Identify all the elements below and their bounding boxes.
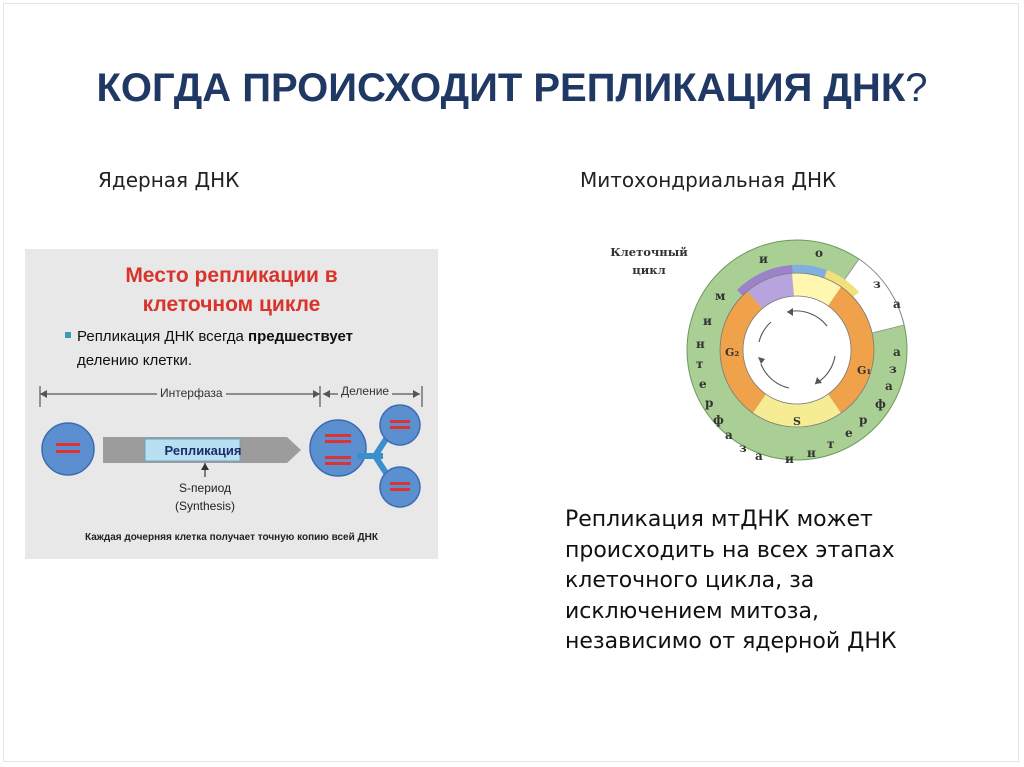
- description-line: происходить на всех этапах: [565, 537, 895, 563]
- svg-text:т: т: [696, 357, 704, 371]
- svg-text:е: е: [699, 377, 707, 391]
- mito-dna-heading: Митохондриальная ДНК: [580, 168, 837, 192]
- svg-text:е: е: [845, 426, 853, 440]
- svg-text:з: з: [873, 277, 881, 291]
- svg-text:м: м: [715, 289, 726, 303]
- daughter-cell-top: [380, 405, 420, 445]
- arrow-div-right: [413, 390, 420, 398]
- svg-text:и: и: [785, 452, 794, 466]
- svg-text:ф: ф: [875, 397, 886, 411]
- description-line: независимо от ядерной ДНК: [565, 629, 897, 654]
- svg-text:н: н: [696, 337, 705, 351]
- replication-label: Репликация: [164, 443, 242, 458]
- svg-text:н: н: [807, 446, 816, 460]
- svg-text:о: о: [815, 246, 824, 260]
- arrow-right-head: [313, 390, 320, 398]
- parent-cell: [42, 423, 94, 475]
- diagram-footer: Каждая дочерняя клетка получает точную копию всей ДНК: [85, 532, 378, 543]
- svg-text:з: з: [889, 362, 897, 376]
- cell-cycle-label: Клеточный цикл: [610, 245, 688, 277]
- inner-center: [743, 296, 851, 404]
- svg-text:р: р: [705, 396, 714, 410]
- svg-text:и: и: [759, 252, 768, 266]
- svg-text:а: а: [893, 345, 901, 359]
- slide-title: КОГДА ПРОИСХОДИТ РЕПЛИКАЦИЯ ДНК?: [96, 66, 928, 110]
- svg-text:р: р: [859, 413, 868, 427]
- bullet-text: Репликация ДНК всегда предшествует делению клетки.: [77, 328, 353, 369]
- g2-text: G₂: [725, 346, 740, 359]
- speriod-arrow: [201, 463, 209, 470]
- interphase-label: Интерфаза: [157, 386, 226, 400]
- svg-text:з: з: [739, 441, 747, 455]
- division-label: Деление: [338, 384, 392, 398]
- nuclear-replication-diagram: [25, 249, 438, 559]
- speriod-label: S-период (Synthesis): [174, 481, 236, 513]
- arrow-div-left: [323, 390, 330, 398]
- replicated-cell: [310, 420, 366, 476]
- diagram-title: Место репликации в клеточном цикле: [125, 264, 338, 316]
- title-question-mark: ?: [905, 66, 928, 110]
- description-line: клеточного цикла, за: [565, 568, 815, 593]
- svg-text:а: а: [725, 428, 733, 442]
- g1-text: G₁: [857, 364, 872, 377]
- description-line: Репликация мтДНК может: [565, 507, 873, 532]
- svg-text:а: а: [755, 449, 763, 463]
- arrow-left-head: [40, 390, 47, 398]
- svg-text:и: и: [703, 314, 712, 328]
- s-text: S: [793, 415, 801, 428]
- nuclear-dna-heading: Ядерная ДНК: [98, 168, 240, 192]
- daughter-cell-bottom: [380, 467, 420, 507]
- svg-text:ф: ф: [713, 413, 724, 427]
- description-line: исключением митоза,: [565, 598, 819, 624]
- svg-text:т: т: [827, 437, 835, 451]
- svg-text:а: а: [893, 297, 901, 311]
- mtdna-description: [565, 505, 985, 658]
- svg-text:а: а: [885, 379, 893, 393]
